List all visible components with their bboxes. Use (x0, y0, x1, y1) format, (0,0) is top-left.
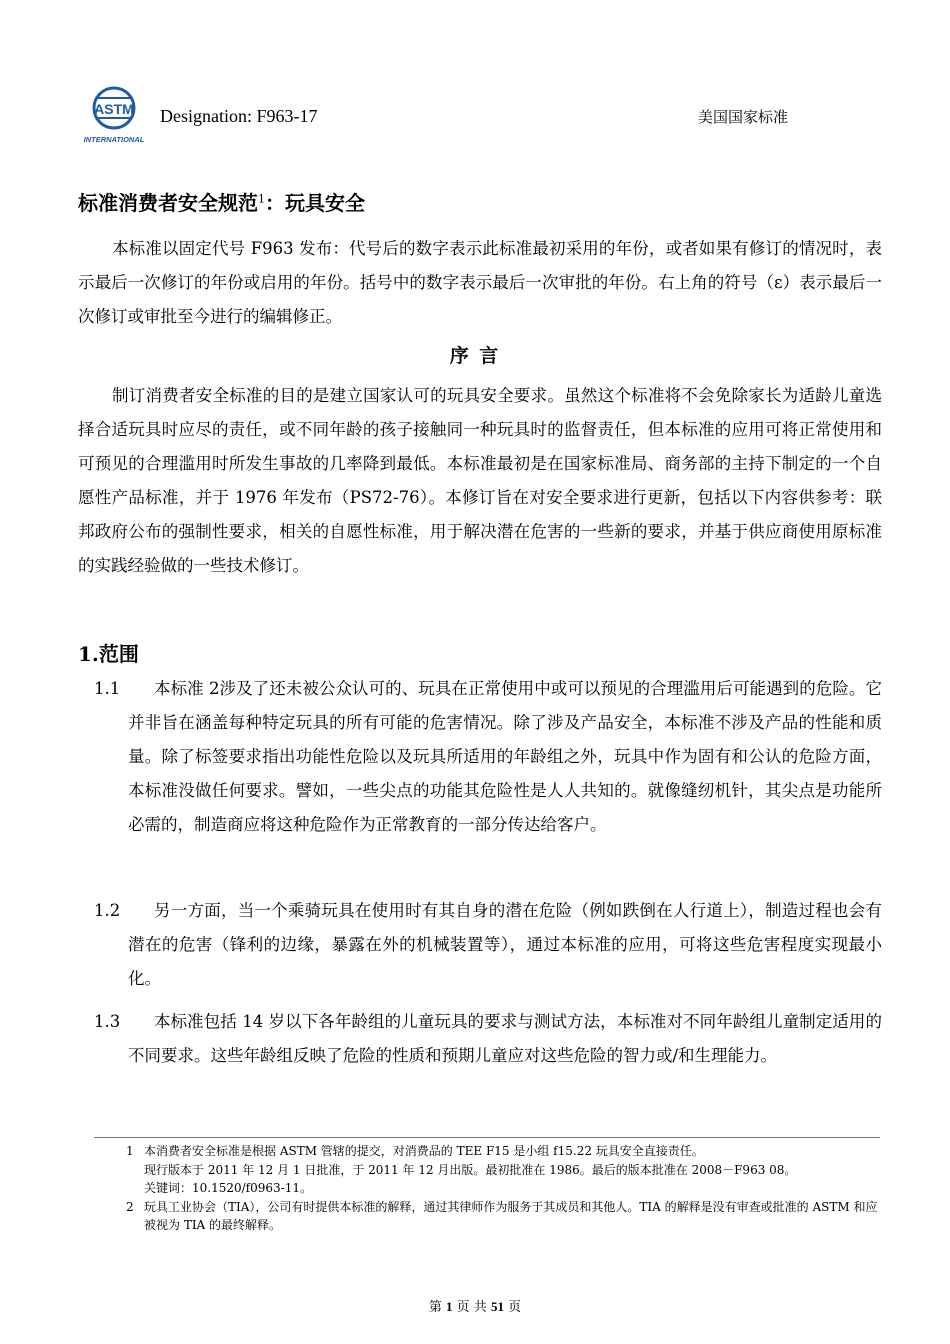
document-title (78, 187, 365, 216)
astm-logo (80, 84, 148, 146)
clause-number: 1.3 (94, 1012, 121, 1031)
svg-text:INTERNATIONAL: INTERNATIONAL (83, 135, 145, 144)
page-footer (0, 1296, 950, 1315)
preface-heading: 序 言 (449, 345, 501, 367)
clause-text: 另一方面，当一个乘骑玩具在使用时有其自身的潜在危险（例如跌倒在人行道上），制造过程也会有潜在的危害（锋利的边缘，暴露在外的机械装置等），通过本标准的应用，可将这些危害程度实现最小化。 (128, 901, 882, 988)
footnotes (126, 1142, 882, 1235)
footnote-line: 玩具工业协会（TIA），公司有时提供本标准的解释，通过其律师作为服务于其成员和其他人。TIA 的解释是没有审查或批准的 ASTM 和应被视为 TIA 的最终解释。 (144, 1199, 878, 1232)
current-page-number: 1 (446, 1299, 453, 1314)
designation: Designation: F963-17 (160, 106, 318, 126)
title-text: 标准消费者安全规范 (78, 191, 258, 215)
intro-paragraph: 本标准以固定代号 F963 发布：代号后的数字表示此标准最初采用的年份，或者如果有修订的情况时，表示最后一次修订的年份或启用的年份。括号中的数字表示最后一次审批的年份。右上角的符号（ε）表示最后一次修订或审批至今进行的编辑修正。 (78, 239, 882, 326)
clause-text: 本标准包括 14 岁以下各年龄组的儿童玩具的要求与测试方法，本标准对不同年龄组儿童制定适用的不同要求。这些年龄组反映了危险的性质和预期儿童应对这些危险的智力或/和生理能力。 (128, 1012, 882, 1065)
page-footer-suffix: 页 (508, 1300, 522, 1315)
footnote-number: 2 (126, 1199, 134, 1214)
clause-1-3 (94, 1005, 882, 1073)
clause-text: 本标准 2涉及了还未被公众认可的、玩具在正常使用中或可以预见的合理滥用后可能遇到的危险。它并非旨在涵盖每种特定玩具的所有可能的危害情况。除了涉及产品安全，本标准不涉及产品的性能和质量。除了标签要求指出功能性危险以及玩具所适用的年龄组之外，玩具中作为固有和公认的危险方面，本标准没做任何要求。譬如，一些尖点的功能其危险性是人人共知的。就像缝纫机针，其尖点是功能所必需的，制造商应将这种危险作为正常教育的一部分传达给客户。 (128, 679, 882, 834)
page-footer-middle: 页 共 (456, 1300, 487, 1315)
footnote-line: 本消费者安全标准是根据 ASTM 管辖的提交，对消费品的 TEE F15 是小组 f15.22 玩具安全直接责任。 (144, 1144, 704, 1158)
footnote-2 (126, 1198, 882, 1235)
footnote-number: 1 (126, 1144, 134, 1158)
national-standard-label: 美国国家标准 (698, 108, 789, 126)
clause-number: 1.1 (94, 679, 121, 698)
clause-1-2 (94, 894, 882, 996)
page-footer-prefix: 第 (428, 1300, 442, 1315)
footnote-1 (126, 1142, 882, 1198)
preface-paragraph: 制订消费者安全标准的目的是建立国家认可的玩具安全要求。虽然这个标准将不会免除家长为适龄儿童选择合适玩具时应尽的责任，或不同年龄的孩子接触同一种玩具时的监督责任，但本标准的应用可将正常使用和可预见的合理滥用时所发生事故的几率降到最低。本标准最初是在国家标准局、商务部的主持下制定的一个自愿性产品标准，并于 1976 年发布（PS72-76）。本修订旨在对安全要求进行更新，包括以下内容供参考：联邦政府公布的强制性要求，相关的自愿性标准，用于解决潜在危害的一些新的要求，并基于供应商使用原标准的实践经验做的一些技术修订。 (78, 386, 882, 575)
title-footnote-ref: 1 (258, 192, 265, 206)
title-suffix: ：玩具安全 (265, 191, 365, 215)
clause-number: 1.2 (94, 901, 121, 920)
svg-text:ASTM: ASTM (94, 101, 134, 117)
clause-1-1 (94, 672, 882, 842)
footnote-line: 关键词：10.1520/f0963-11。 (144, 1181, 312, 1195)
footnote-line: 现行版本于 2011 年 12 月 1 日批准，于 2011 年 12 月出版。最初批准在 1986。最后的版本批准在 2008－F963 08。 (144, 1162, 797, 1177)
total-pages: 51 (490, 1299, 504, 1314)
scope-heading: 1.范围 (78, 642, 139, 666)
footnote-divider (94, 1137, 880, 1138)
